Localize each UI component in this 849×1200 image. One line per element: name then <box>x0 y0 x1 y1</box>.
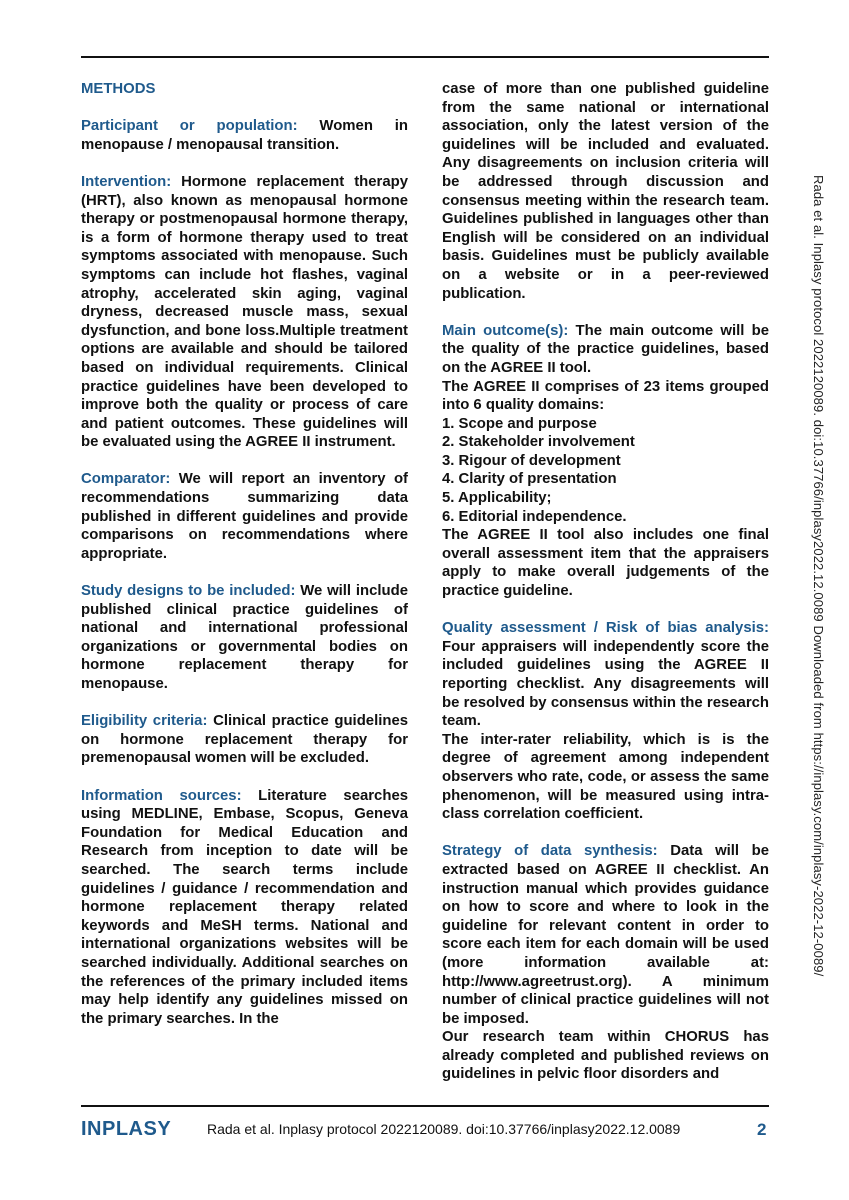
synthesis-heading: Strategy of data synthesis: <box>442 843 658 860</box>
side-note <box>810 175 828 1035</box>
section-title: METHODS <box>81 81 156 97</box>
synthesis-text: Data will be extracted based on AGREE II checklist. An instruction manual which provides guidance on how to score and where to look in the guideline for relevant content in order to score each item for each domain will be used (more information available at: http://www.agreetrust.org). A minimum number of clinical practice guidelines will not be imposed. <box>442 843 770 1027</box>
comparator-text: We will report an inventory of recommendations summarizing data published in different guidelines and provide comparisons on recommendations where appropriate. <box>81 471 408 562</box>
bottom-rule <box>81 1105 769 1107</box>
main-outcome-paragraph <box>442 322 769 378</box>
quality-text: Four appraisers will independently score the included guidelines using the AGREE II reporting checklist. Any disagreements will be resolved by consensus within the research team. <box>442 638 769 730</box>
eligibility-paragraph <box>81 712 408 768</box>
participant-heading: Participant or population: <box>81 118 298 135</box>
page-number: 2 <box>757 1120 767 1139</box>
study-designs-heading: Study designs to be included: <box>81 583 296 600</box>
participant-paragraph <box>81 117 408 154</box>
intervention-paragraph <box>81 173 408 452</box>
intervention-text: Hormone replacement therapy (HRT), also known as menopausal hormone therapy or postmenopausal hormone therapy, is a form of hormone therapy used to treat symptoms associated with menopause. Such symptoms can include hot flashes, vaginal atrophy, accelerated skin aging, vaginal dryness, decreased muscle mass, sexual dysfunction, and bone loss.Multiple treatment options are available and should be tailored based on individual requirements. Clinical practice guidelines have been developed to improve both the quality or process of care and patient outcomes. These guidelines will be evaluated using the AGREE II instrument. <box>81 173 408 451</box>
comparator-heading: Comparator: <box>81 471 171 488</box>
quality-paragraph-2: The inter-rater reliability, which is is the degree of agreement among independent observers who rate, code, or assess the same phenomenon, will be measured using intra-class correlation coefficient. <box>442 731 769 823</box>
list-item: 5. Applicability; <box>442 490 552 507</box>
list-item: 2. Stakeholder involvement <box>442 434 635 451</box>
main-outcome-heading: Main outcome(s): <box>442 322 569 339</box>
synthesis-paragraph-2: Our research team within CHORUS has already completed and published reviews on guidelines in pelvic floor disorders and <box>442 1029 769 1083</box>
list-item: 6. Editorial independence. <box>442 508 627 525</box>
list-item: 3. Rigour of development <box>442 452 621 469</box>
list-item: 4. Clarity of presentation <box>442 471 617 488</box>
footer-citation: Rada et al. Inplasy protocol 2022120089. doi:10.37766/inplasy2022.12.0089 <box>207 1121 681 1137</box>
top-rule <box>81 56 769 58</box>
information-sources-paragraph <box>81 787 408 1029</box>
footer-brand: INPLASY <box>81 1118 172 1140</box>
information-sources-text: Literature searches using MEDLINE, Embase, Scopus, Geneva Foundation for Medical Education and Research from inception to date will be searched. The search terms include guidelines / guidance / recommendation and hormone replacement therapy related keywords and MeSH terms. National and international organizations websites will be searched individually. Additional searches on the references of the primary included items may help identify any guidelines missed on the primary searches. In the <box>81 787 409 1027</box>
synthesis-paragraph <box>442 842 769 1028</box>
information-sources-heading: Information sources: <box>81 787 242 804</box>
quality-paragraph <box>442 619 769 731</box>
study-designs-paragraph <box>81 582 408 694</box>
side-note-text: Rada et al. Inplasy protocol 2022120089. doi:10.37766/inplasy2022.12.0089 Downloaded from https://inplasy.com/inplasy-2022-12-0089/ <box>811 175 826 977</box>
domain-list <box>442 415 769 527</box>
main-outcome-text: The main outcome will be the quality of the practice guidelines, based on the AGREE II tool. <box>442 322 769 376</box>
agree-closing: The AGREE II tool also includes one final overall assessment item that the appraisers apply to make overall judgements of the practice guideline. <box>442 527 769 600</box>
comparator-paragraph <box>81 470 408 563</box>
intervention-heading: Intervention: <box>81 173 172 190</box>
list-item: 1. Scope and purpose <box>442 415 597 432</box>
quality-heading: Quality assessment / Risk of bias analysis: <box>442 620 769 637</box>
eligibility-text: Clinical practice guidelines on hormone replacement therapy for premenopausal women will be excluded. <box>81 713 409 767</box>
right-column <box>442 80 769 1084</box>
eligibility-heading: Eligibility criteria: <box>81 713 208 730</box>
study-designs-text: We will include published clinical practice guidelines of national and international professional organizations or governmental bodies on hormone replacement therapy for menopause. <box>81 583 408 692</box>
continuation-paragraph: case of more than one published guideline from the same national or international association, only the latest version of the guidelines will be included and evaluated. Any disagreements on inclusion criteria will be addressed through discussion and consensus meeting within the research team. Guidelines published in languages other than English will be considered on an individual basis. Guidelines must be publicly available on a website or in a peer-reviewed publication. <box>442 81 769 302</box>
left-column <box>81 80 408 1028</box>
participant-text: Women in menopause / menopausal transition. <box>81 118 408 153</box>
agree-intro: The AGREE II comprises of 23 items grouped into 6 quality domains: <box>442 378 769 414</box>
